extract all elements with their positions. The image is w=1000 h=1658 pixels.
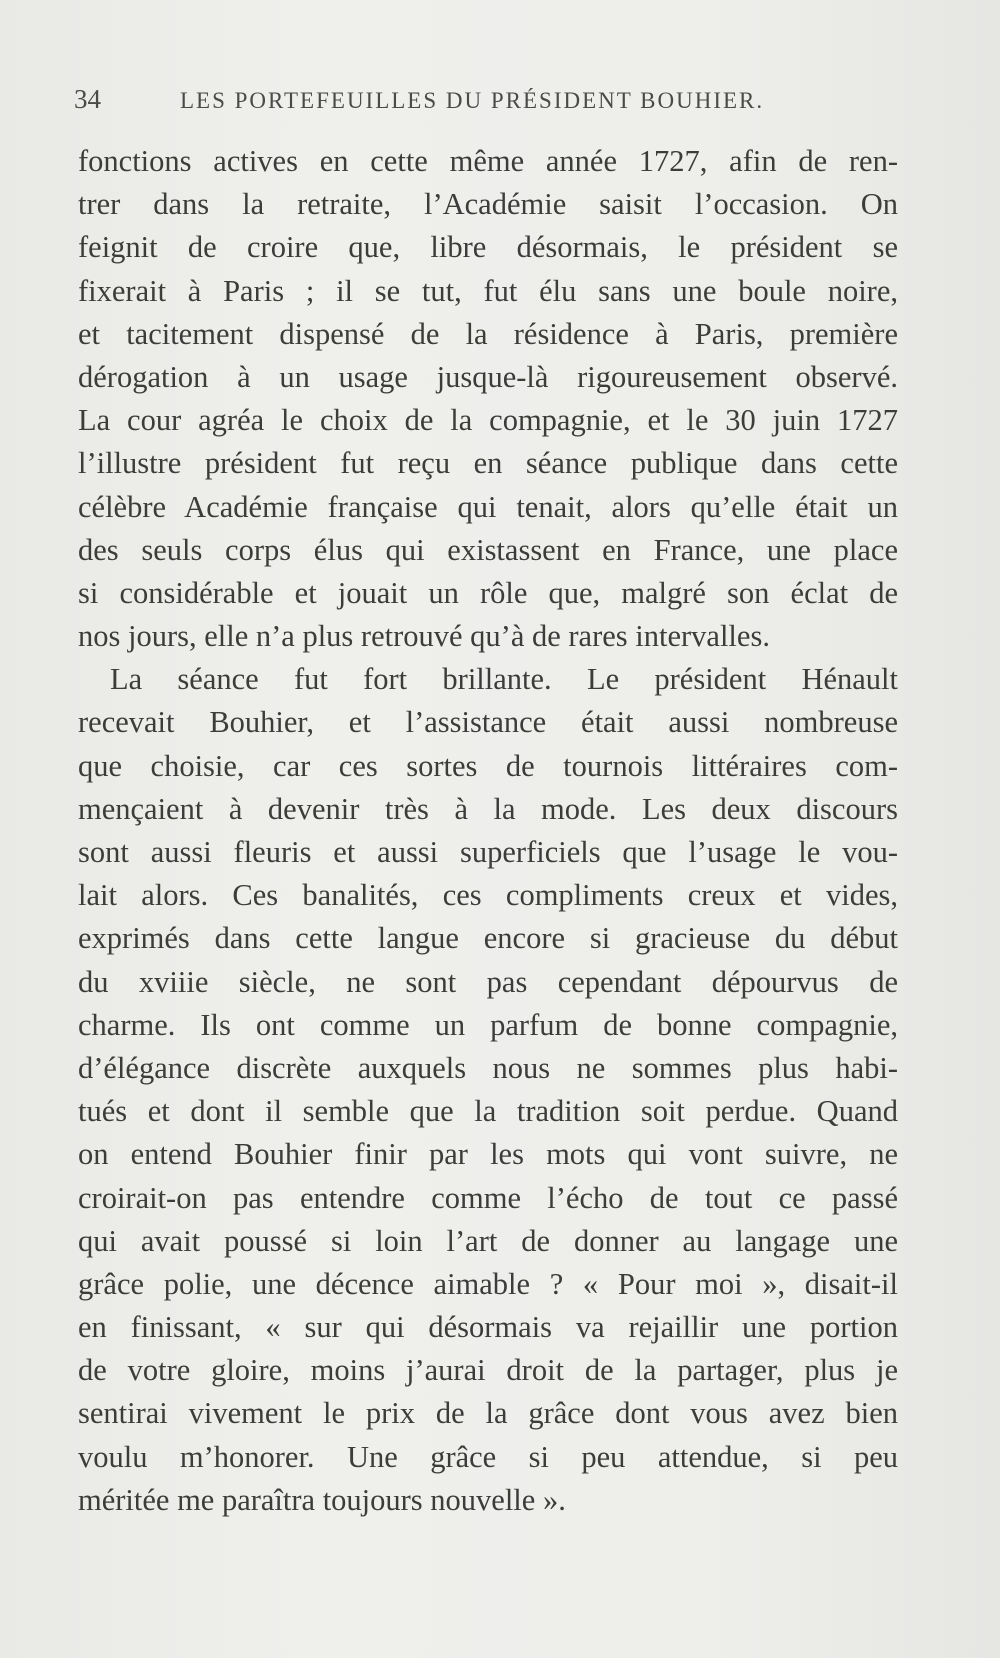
text-line: sont aussi fleuris et aussi superficiels que l’usage le vou- [78, 835, 898, 869]
text-line: des seuls corps élus qui existassent en France, une place [78, 532, 898, 567]
text-line: grâce polie, une décence aimable ? « Pour moi », disait-il [78, 1266, 898, 1301]
text-line: exprimés dans cette langue encore si gracieuse du début [78, 921, 898, 956]
text-line: feignit de croire que, libre désormais, le président se [78, 230, 898, 265]
text-line: trer dans la retraite, l’Académie saisit l’occasion. On [78, 187, 898, 222]
text-line: que choisie, car ces sortes de tournois littéraires com- [78, 748, 898, 783]
text-line: de votre gloire, moins j’aurai droit de la partager, plus je [78, 1353, 898, 1388]
text-line: en finissant, « sur qui désormais va rejaillir une portion [78, 1310, 898, 1345]
text-line: nos jours, elle n’a plus retrouvé qu’à de rares intervalles. [78, 619, 770, 654]
text-line: recevait Bouhier, et l’assistance était aussi nombreuse [78, 705, 898, 740]
paragraph-first-line: La séance fut fort brillante. Le président Hénault [110, 662, 898, 697]
text-line: si considérable et jouait un rôle que, malgré son éclat de [78, 575, 898, 610]
text-line: mençaient à devenir très à la mode. Les deux discours [78, 791, 898, 826]
running-head [74, 84, 904, 124]
text-line: d’élégance discrète auxquels nous ne sommes plus habi- [78, 1050, 898, 1085]
text-line: lait alors. Ces banalités, ces compliments creux et vides, [78, 878, 898, 913]
text-line: dérogation à un usage jusque-là rigoureusement observé. [78, 359, 898, 394]
text-line: croirait-on pas entendre comme l’écho de tout ce passé [78, 1180, 898, 1215]
running-title: LES PORTEFEUILLES DU PRÉSIDENT BOUHIER. [180, 88, 765, 113]
text-line: voulu m’honorer. Une grâce si peu attendue, si peu [78, 1439, 898, 1474]
text-line: méritée me paraîtra toujours nouvelle ». [78, 1482, 566, 1517]
text-line: qui avait poussé si loin l’art de donner au langage une [78, 1223, 898, 1258]
body-text [78, 140, 898, 1522]
text-line: charme. Ils ont comme un parfum de bonne compagnie, [78, 1007, 898, 1042]
text-line: tués et dont il semble que la tradition soit perdue. Quand [78, 1094, 898, 1129]
text-line: du xviiie siècle, ne sont pas cependant dépourvus de [78, 964, 898, 999]
text-line: l’illustre président fut reçu en séance publique dans cette [78, 446, 898, 481]
text-line: sentirai vivement le prix de la grâce dont vous avez bien [78, 1396, 898, 1431]
text-line: célèbre Académie française qui tenait, alors qu’elle était un [78, 489, 898, 524]
page-number: 34 [74, 84, 101, 114]
text-line: La cour agréa le choix de la compagnie, et le 30 juin 1727 [78, 403, 898, 438]
text-line: fixerait à Paris ; il se tut, fut élu sans une boule noire, [78, 273, 898, 308]
text-line: fonctions actives en cette même année 1727, afin de ren- [78, 144, 898, 178]
text-line: et tacitement dispensé de la résidence à Paris, première [78, 316, 898, 351]
text-line: on entend Bouhier finir par les mots qui vont suivre, ne [78, 1137, 898, 1172]
